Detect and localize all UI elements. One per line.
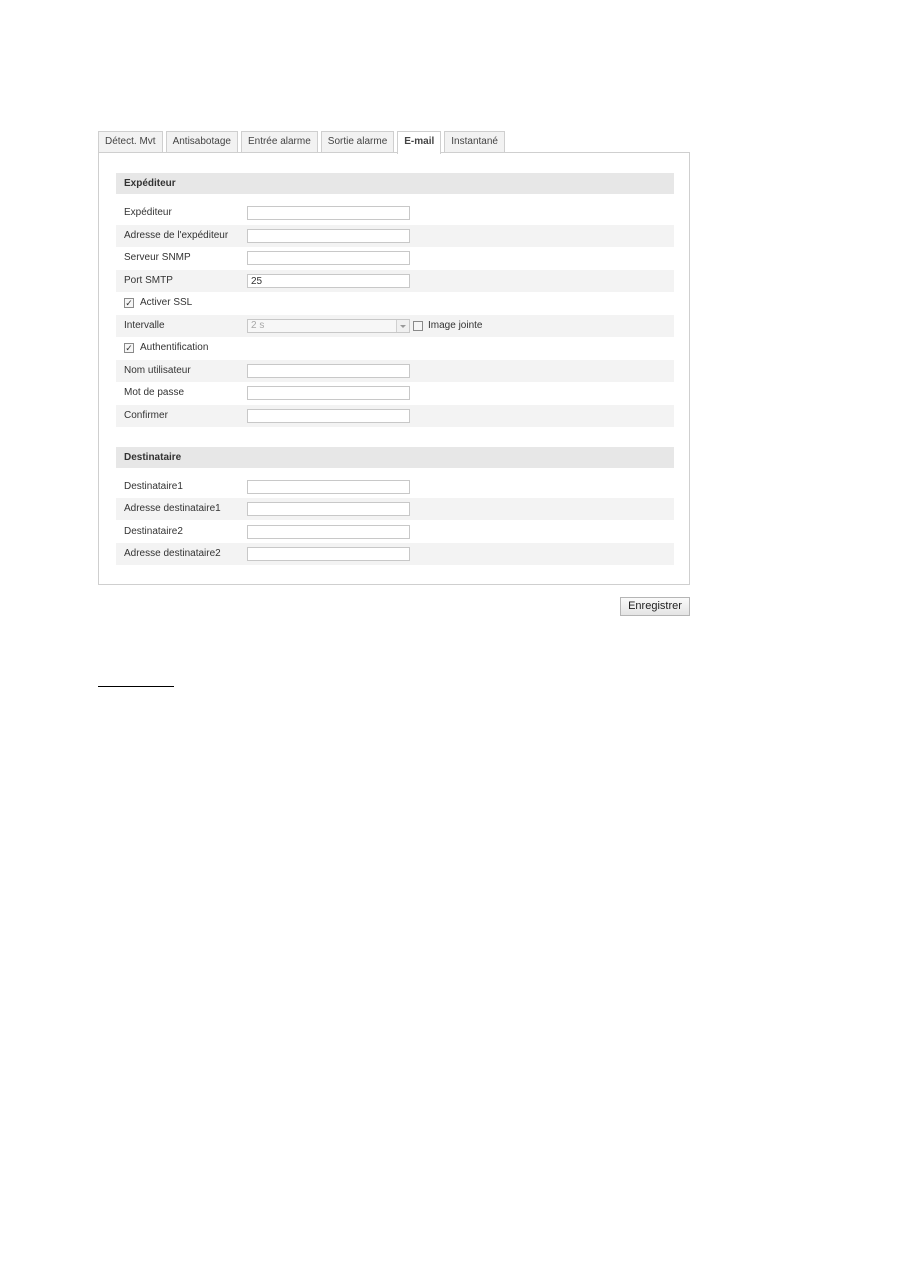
tab-alarm-output[interactable]: Sortie alarme: [321, 131, 394, 152]
sender-input[interactable]: [247, 206, 410, 220]
recipient2-address-input[interactable]: [247, 547, 410, 561]
recipient1-address-label: Adresse destinataire1: [124, 503, 221, 514]
recipient2-address-row: [116, 543, 674, 565]
sender-section-header: Expéditeur: [116, 173, 674, 194]
confirm-row: [116, 405, 674, 427]
attach-image-checkbox[interactable]: [413, 321, 423, 331]
recipient1-row: [116, 476, 674, 498]
recipient2-row: [116, 521, 674, 543]
recipient2-input[interactable]: [247, 525, 410, 539]
save-button[interactable]: Enregistrer: [620, 597, 690, 616]
ssl-label: Activer SSL: [140, 297, 193, 308]
sender-label: Expéditeur: [124, 207, 172, 218]
recipient1-address-input[interactable]: [247, 502, 410, 516]
interval-row: [116, 315, 674, 337]
smtp-port-row: [116, 270, 674, 292]
auth-checkbox[interactable]: ✓: [125, 343, 133, 353]
smtp-port-input[interactable]: [247, 274, 410, 288]
recipient2-address-label: Adresse destinataire2: [124, 548, 221, 559]
divider: [98, 686, 174, 687]
recipient-section-header: Destinataire: [116, 447, 674, 468]
confirm-label: Confirmer: [124, 410, 168, 421]
attach-image-label: Image jointe: [428, 320, 483, 331]
smtp-server-input[interactable]: [247, 251, 410, 265]
auth-label: Authentification: [140, 342, 209, 353]
tab-snapshot[interactable]: Instantané: [444, 131, 505, 152]
password-row: [116, 382, 674, 404]
auth-row: [116, 337, 674, 359]
ssl-checkbox[interactable]: ✓: [125, 298, 133, 308]
username-label: Nom utilisateur: [124, 365, 191, 376]
smtp-port-label: Port SMTP: [124, 275, 173, 286]
smtp-server-label: Serveur SNMP: [124, 252, 191, 263]
smtp-server-row: [116, 247, 674, 269]
tab-tamper-proof[interactable]: Antisabotage: [166, 131, 238, 152]
interval-select[interactable]: [247, 319, 410, 333]
password-input[interactable]: [247, 386, 410, 400]
tab-alarm-input[interactable]: Entrée alarme: [241, 131, 318, 152]
sender-address-input[interactable]: [247, 229, 410, 243]
sender-address-row: [116, 225, 674, 247]
tab-email[interactable]: E-mail: [397, 131, 441, 154]
username-input[interactable]: [247, 364, 410, 378]
recipient1-label: Destinataire1: [124, 481, 183, 492]
recipient2-label: Destinataire2: [124, 526, 183, 537]
password-label: Mot de passe: [124, 387, 185, 398]
username-row: [116, 360, 674, 382]
recipient1-input[interactable]: [247, 480, 410, 494]
chevron-down-icon: [396, 320, 409, 332]
interval-label: Intervalle: [124, 320, 165, 331]
sender-address-label: Adresse de l'expéditeur: [124, 230, 229, 241]
confirm-input[interactable]: [247, 409, 410, 423]
interval-value: 2 s: [251, 320, 265, 331]
tab-bar: [98, 131, 508, 153]
sender-row: [116, 202, 674, 224]
ssl-row: [116, 292, 674, 314]
tab-motion-detection[interactable]: Détect. Mvt: [98, 131, 163, 152]
recipient1-address-row: [116, 498, 674, 520]
